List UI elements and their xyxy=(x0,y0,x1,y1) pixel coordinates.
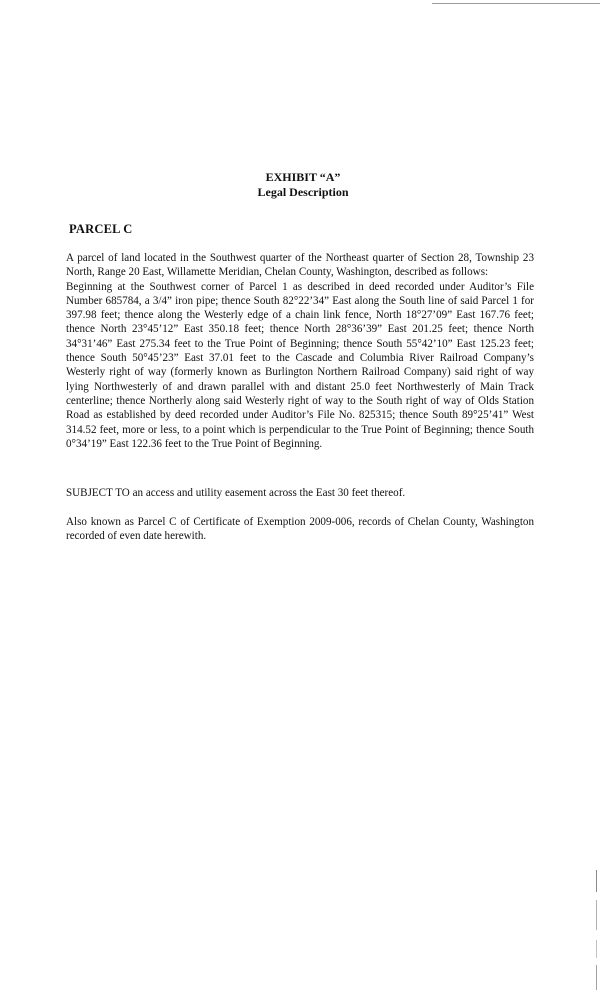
scan-edge-line xyxy=(432,3,600,4)
scan-artifact-mark xyxy=(596,965,597,990)
scan-artifact-mark xyxy=(596,940,597,958)
scan-artifact-mark xyxy=(596,900,597,930)
description-metes-and-bounds: Beginning at the Southwest corner of Parcel 1 as described in deed recorded under Auditor’s File Number 685784, a 3/4” iron pipe; thence South 82°22’34” East along the South line of said Parcel 1 for 397.98 feet; thence along the Westerly edge of a chain link fence, North 18°27’09” East 167.76 feet; thence North 23°45’12” East 350.18 feet; thence North 28°36’39” East 201.25 feet; thence North 34°31’46” East 275.34 feet to the True Point of Beginning; thence South 55°42’10” East 125.23 feet; thence South 50°45’23” East 37.01 feet to the Cascade and Columbia River Railroad Company’s Westerly right of way (formerly known as Burlington Northern Railroad Company) said right of way lying Northwesterly of and drawn parallel with and distant 25.0 feet Northwesterly of Main Track centerline; thence Northerly along said Westerly right of way to the South right of way of Olds Station Road as established by deed recorded under Auditor’s File No. 825315; thence South 89°25’41” West 314.52 feet, more or less, to a point which is perpendicular to the True Point of Beginning; thence South 0°34’19” East 122.36 feet to the True Point of Beginning. xyxy=(66,280,534,450)
legal-description-paragraph xyxy=(66,251,534,451)
also-known-paragraph: Also known as Parcel C of Certificate of Exemption 2009-006, records of Chelan County, Washington recorded of even date herewith. xyxy=(66,516,534,543)
scan-artifact-mark xyxy=(596,870,597,892)
parcel-title: PARCEL C xyxy=(69,222,133,236)
subject-to-paragraph: SUBJECT TO an access and utility easement across the East 30 feet thereof. xyxy=(66,487,406,499)
exhibit-header xyxy=(0,170,600,200)
exhibit-title: EXHIBIT “A” xyxy=(265,170,341,184)
exhibit-subtitle: Legal Description xyxy=(257,185,349,199)
description-intro: A parcel of land located in the Southwest quarter of the Northeast quarter of Section 28, Township 23 North, Range 20 East, Willamette Meridian, Chelan County, Washington, described as follows: xyxy=(66,252,534,279)
